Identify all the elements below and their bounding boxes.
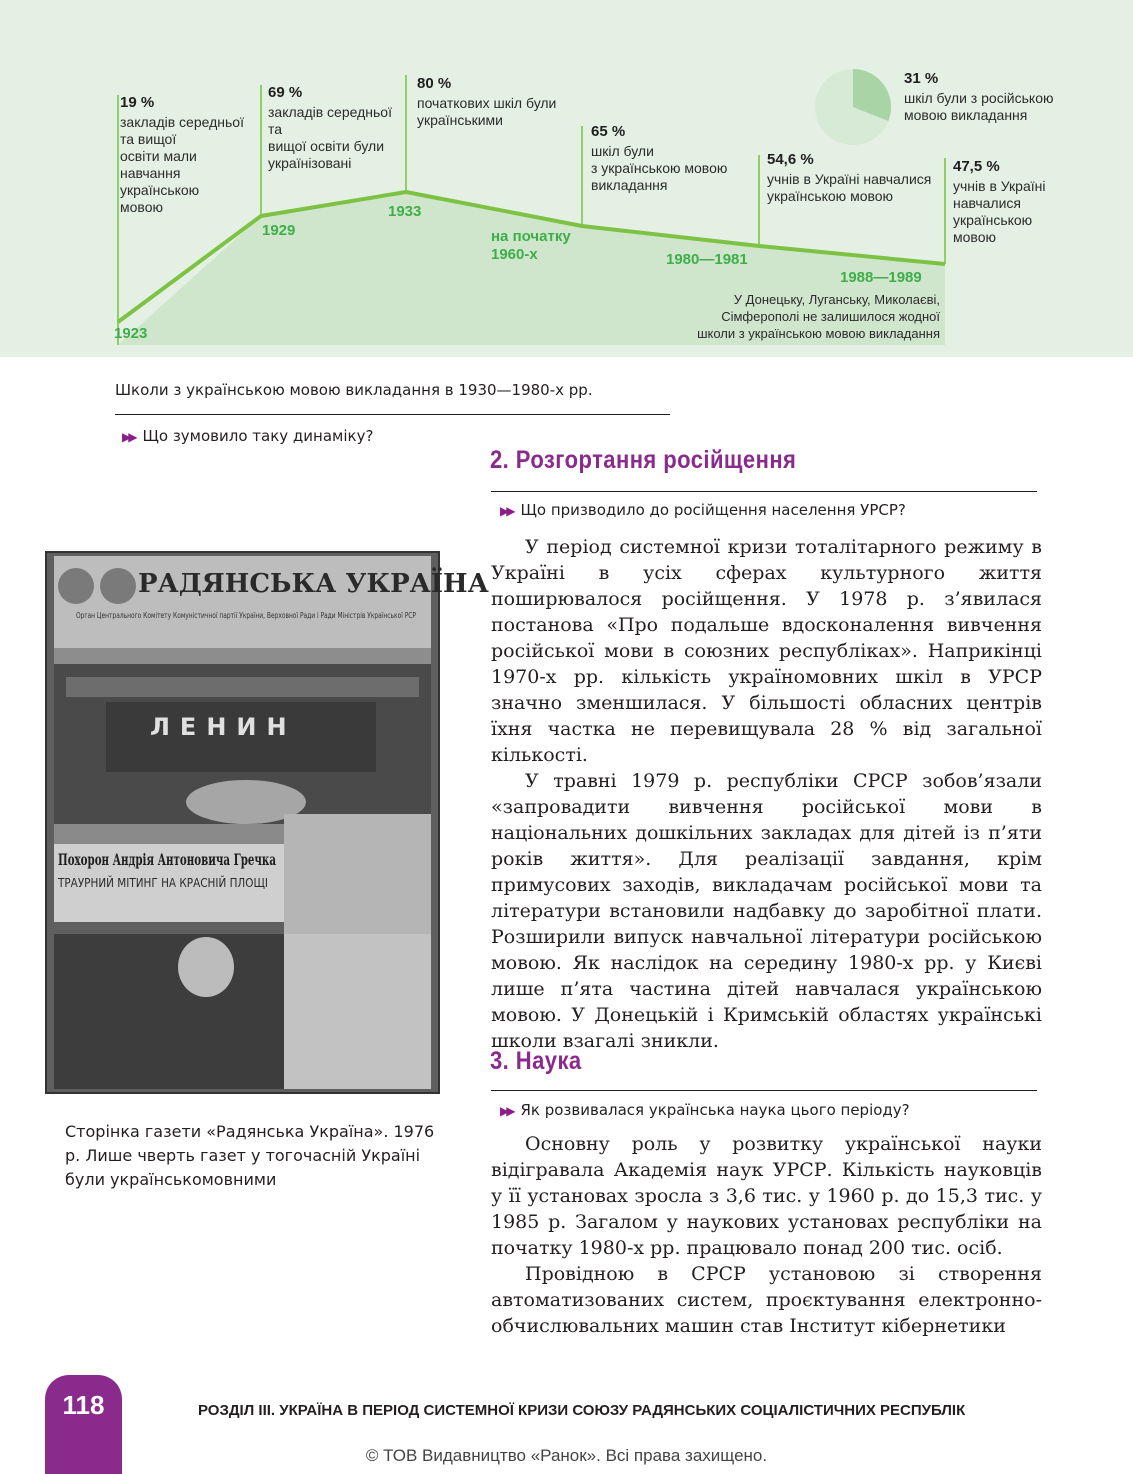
percent: 54,6 % — [767, 151, 814, 168]
newspaper-masthead: РАДЯНСЬКА УКРАЇНА — [138, 569, 489, 599]
newspaper-subtitle: Орган Центрального Комітету Комуністичної партії України, Верховної Ради і Ради Міністрів Української РСР — [76, 611, 417, 620]
description: закладів середньої та вищої освіти були українізовані — [268, 104, 392, 171]
paragraph: Основну роль у розвитку української науки відігравала Академія наук УРСР. Кількість науковців у її установах зросла з 3,6 тис. у 1960 р. до 15,3 тис. у 1985 р. Загалом у наукових установах республіки на початку 1980-х рр. працювало понад 200 тис. осіб. — [491, 1133, 1042, 1259]
paragraph: У період системної кризи тоталітарного режиму в Україні в усіх сферах культурного життя поширювалося російщення. У 1978 р. з’явилася постанова «Про подальше вдосконалення вивчення російської мови в союзних республіках». Наприкінці 1970-х рр. кількість україномовних шкіл в УРСР значно зменшилася. У більшості обласних центрів їхня частка не перевищувала 28 % від загальної кількості. — [491, 536, 1042, 766]
description: шкіл були з російською мовою викладання — [904, 90, 1054, 123]
section2-body — [491, 534, 1042, 1054]
copyright: © ТОВ Видавництво «Ранок». Всі права захищено. — [365, 1446, 768, 1465]
pie-label — [904, 70, 1084, 124]
timeline-item-1929 — [268, 84, 403, 172]
question-dynamics — [122, 427, 373, 445]
question-text: Що зумовило таку динаміку? — [142, 427, 374, 445]
percent: 65 % — [591, 123, 626, 140]
timeline-item-1923 — [120, 94, 260, 216]
description: закладів середньої та вищої освіти мали навчання українською мовою — [120, 114, 244, 215]
timeline-infographic — [0, 0, 1133, 357]
question-text: Що призводило до російщення населення УРСР? — [520, 501, 906, 519]
percent: 80 % — [417, 75, 452, 92]
question-science — [500, 1101, 910, 1119]
paragraph: Провідною в СРСР установою зі створення автоматизованих систем, проєктування електронно-обчислювальних машин став Інститут кібернетики — [491, 1263, 1042, 1337]
description: учнів в Україні навчалися українською мовою — [767, 171, 932, 204]
description: учнів в Україні навчалися українською мовою — [953, 178, 1046, 245]
newspaper-headline: Похорон Андрія Антоновича Гречка — [58, 850, 276, 869]
timeline-item-1980 — [767, 151, 942, 205]
heading-rule — [491, 491, 1037, 492]
year-label: 1923 — [114, 325, 148, 342]
year-label: 1988—1989 — [840, 269, 922, 286]
section-heading-science: 3. Наука — [490, 1047, 582, 1075]
timeline-caption: Школи з українською мовою викладання в 1930—1980-х рр. — [115, 381, 593, 399]
section-heading-russification: 2. Розгортання російщення — [490, 446, 797, 474]
newspaper-subheadline: ТРАУРНИЙ МІТИНГ НА КРАСНІЙ ПЛОЩІ — [58, 876, 300, 890]
timeline-item-1960 — [591, 123, 751, 194]
description: шкіл були з українською мовою викладання — [591, 143, 728, 193]
heading-rule — [491, 1090, 1037, 1091]
timeline-item-1988 — [953, 158, 1073, 246]
year-label: 1980—1981 — [666, 251, 748, 268]
question-russification — [500, 501, 906, 519]
year-label: 1929 — [262, 222, 296, 239]
timeline-item-1933 — [417, 75, 577, 129]
percent: 47,5 % — [953, 158, 1000, 175]
page-number: 118 — [62, 1390, 105, 1420]
year-label: 1933 — [388, 203, 422, 220]
double-arrow-icon: ▶▶ — [500, 1104, 513, 1118]
mausoleum-lettering: ЛЕНИН — [150, 713, 297, 741]
caption-rule — [115, 414, 670, 415]
photo-caption: Сторінка газети «Радянська Україна». 1976 р. Лише чверть газет у тогочасній Україні були українськомовними — [65, 1122, 435, 1189]
percent: 31 % — [904, 70, 939, 87]
year-label: на початку 1960-х — [491, 228, 571, 263]
question-text: Як розвивалася українська наука цього періоду? — [520, 1101, 910, 1119]
description: початкових шкіл були українськими — [417, 95, 557, 128]
chapter-title: РОЗДІЛ ІІІ. УКРАЇНА В ПЕРІОД СИСТЕМНОЇ КРИЗИ СОЮЗУ РАДЯНСЬКИХ СОЦІАЛІСТИЧНИХ РЕСПУБЛІК — [198, 1402, 966, 1419]
double-arrow-icon: ▶▶ — [122, 430, 135, 444]
double-arrow-icon: ▶▶ — [500, 504, 513, 518]
percent: 69 % — [268, 84, 303, 101]
section3-body — [491, 1131, 1042, 1339]
paragraph: У травні 1979 р. республіки СРСР зобов’язали «запровадити вивчення російської мови в національних дошкільних закладах для дітей із п’яти років життя». Для реалізації завдання, крім примусових заходів, викладачам російської мови та літератури встановили надбавку до заробітної плати. Розширили випуск навчальної літератури російською мовою. Як наслідок на середину 1980-х рр. у Києві лише п’ята частина дітей навчалася українською мовою. У Донецькій і Кримській областях українські школи взагалі зникли. — [491, 770, 1042, 1052]
newspaper-image — [46, 552, 489, 1093]
timeline-note: У Донецьку, Луганську, Миколаєві, Сімферополі не залишилося жодної школи з українською мовою викладання — [697, 292, 940, 341]
newspaper-photo — [45, 551, 489, 1094]
percent: 19 % — [120, 94, 155, 111]
